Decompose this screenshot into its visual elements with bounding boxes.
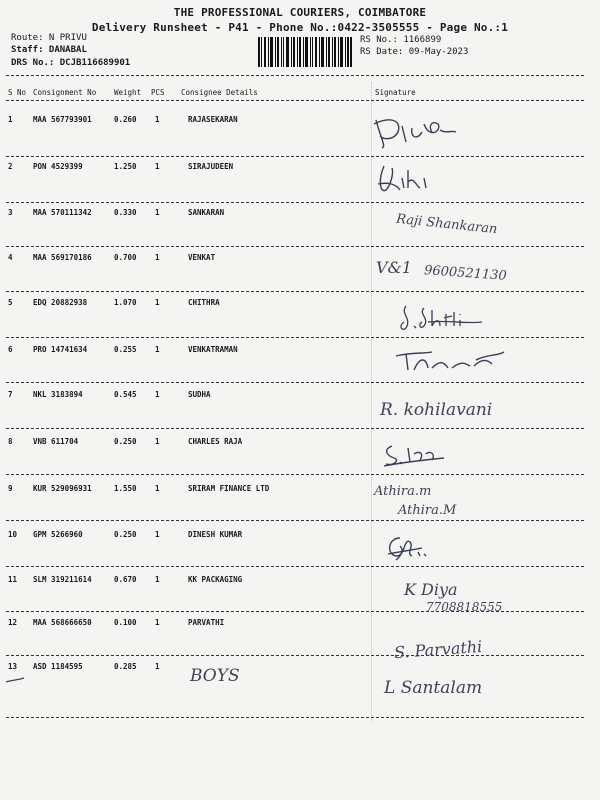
row-consignee: SRIRAM FINANCE LTD (188, 484, 270, 493)
row-consignee: VENKAT (188, 253, 216, 262)
row-consignment: NKL 3183894 (33, 390, 83, 399)
signature-row-4-phone: 9600521130 (423, 263, 508, 284)
row-consignee: DINESH KUMAR (188, 530, 243, 539)
row-pcs: 1 (155, 298, 160, 307)
rs-number: RS No.: 1166899 (360, 35, 442, 45)
signature-row-11a: K Diya (404, 580, 458, 599)
row-consignment: SLM 319211614 (33, 575, 92, 584)
table-row (0, 613, 600, 659)
row-consignment: GPM 5266960 (33, 530, 83, 539)
row-divider (6, 246, 584, 247)
row-consignment: MAA 569170186 (33, 253, 92, 262)
row-sno: 11 (8, 575, 18, 584)
row-sno: 2 (8, 162, 13, 171)
row-weight: 0.285 (114, 662, 137, 671)
signature-row-12: S. Parvathi (393, 636, 483, 663)
row-weight: 0.255 (114, 345, 137, 354)
row-divider (6, 291, 584, 292)
table-row (0, 570, 600, 616)
runsheet-subtitle: Delivery Runsheet - P41 - Phone No.:0422-3505555 - Page No.:1 (91, 21, 509, 34)
signature-row-5 (398, 300, 488, 334)
table-row (0, 432, 600, 478)
row-sno: 12 (8, 618, 18, 627)
signature-row-9a: Athira.m (374, 484, 432, 499)
row-weight: 0.250 (114, 437, 137, 446)
row-consignment: VNB 611704 (33, 437, 79, 446)
signature-row-8 (380, 440, 450, 470)
row-pcs: 1 (155, 437, 160, 446)
row-sno: 6 (8, 345, 13, 354)
drs-number: DRS No.: DCJB116689901 (11, 58, 131, 68)
signature-row-7: R. kohilavani (380, 400, 493, 420)
col-weight-header: Weight (114, 88, 142, 97)
row-pcs: 1 (155, 390, 160, 399)
signature-row-3: Raji Shankaran (395, 211, 499, 238)
row-weight: 1.550 (114, 484, 137, 493)
table-bottom-divider (6, 717, 584, 718)
row-weight: 0.250 (114, 530, 137, 539)
row-sno: 8 (8, 437, 13, 446)
header-divider (6, 75, 584, 76)
table-row (0, 110, 600, 156)
row-pcs: 1 (155, 115, 160, 124)
row-consignee: CHARLES RAJA (188, 437, 243, 446)
row-consignee: KK PACKAGING (188, 575, 243, 584)
row-consignment: PRO 14741634 (33, 345, 88, 354)
signature-row-13: L Santalam (384, 678, 483, 698)
pen-mark (4, 674, 26, 688)
company-title: THE PROFESSIONAL COURIERS, COIMBATORE (173, 6, 427, 19)
row-weight: 0.670 (114, 575, 137, 584)
col-sno-header: S No (8, 88, 27, 97)
row-weight: 0.100 (114, 618, 137, 627)
table-row (0, 203, 600, 249)
row-consignee: SIRAJUDEEN (188, 162, 234, 171)
row-consignment: MAA 568666650 (33, 618, 92, 627)
route-label: Route: N PRIVU (11, 33, 87, 43)
row-weight: 0.260 (114, 115, 137, 124)
row-sno: 5 (8, 298, 13, 307)
row-pcs: 1 (155, 208, 160, 217)
signature-row-9b: Athira.M (398, 503, 457, 518)
row-divider (6, 655, 584, 656)
row-divider (6, 474, 584, 475)
signature-row-1 (372, 112, 462, 152)
row-pcs: 1 (155, 530, 160, 539)
table-row (0, 157, 600, 203)
row-pcs: 1 (155, 345, 160, 354)
row-pcs: 1 (155, 575, 160, 584)
col-consignment-header: Consignment No (33, 88, 97, 97)
barcode (258, 37, 352, 67)
col-consignee-header: Consignee Details (181, 88, 258, 97)
row-pcs: 1 (155, 162, 160, 171)
table-row (0, 293, 600, 339)
col-pcs-header: PCS (151, 88, 165, 97)
row-sno: 1 (8, 115, 13, 124)
handwritten-boys-note: BOYS (190, 666, 240, 686)
row-weight: 0.330 (114, 208, 137, 217)
signature-row-6 (392, 346, 512, 374)
row-consignee: CHITHRA (188, 298, 220, 307)
table-row (0, 479, 600, 525)
row-consignment: MAA 567793901 (33, 115, 92, 124)
rs-date: RS Date: 09-May-2023 (360, 47, 469, 57)
row-consignee: PARVATHI (188, 618, 225, 627)
row-sno: 7 (8, 390, 13, 399)
row-sno: 13 (8, 662, 18, 671)
row-divider (6, 337, 584, 338)
table-row (0, 385, 600, 431)
row-divider (6, 382, 584, 383)
table-row (0, 525, 600, 571)
signature-row-4: V&1 (376, 258, 412, 277)
table-row (0, 657, 600, 703)
row-pcs: 1 (155, 253, 160, 262)
row-consignment: ASD 1184595 (33, 662, 83, 671)
row-consignment: KUR 529096931 (33, 484, 92, 493)
col-signature-header: Signature (375, 88, 416, 97)
row-pcs: 1 (155, 484, 160, 493)
row-divider (6, 566, 584, 567)
row-divider (6, 520, 584, 521)
column-header-divider (6, 100, 584, 101)
row-weight: 1.070 (114, 298, 137, 307)
row-consignee: RAJASEKARAN (188, 115, 238, 124)
row-consignee: SUDHA (188, 390, 211, 399)
row-consignee: SANKARAN (188, 208, 225, 217)
row-sno: 10 (8, 530, 18, 539)
row-consignment: EDQ 20882938 (33, 298, 88, 307)
row-pcs: 1 (155, 662, 160, 671)
row-weight: 0.700 (114, 253, 137, 262)
row-pcs: 1 (155, 618, 160, 627)
row-divider (6, 428, 584, 429)
row-sno: 4 (8, 253, 13, 262)
signature-row-10 (382, 532, 442, 564)
signature-row-2 (374, 160, 434, 198)
row-weight: 1.250 (114, 162, 137, 171)
row-sno: 9 (8, 484, 13, 493)
row-consignment: MAA 570111342 (33, 208, 92, 217)
signature-row-11b: 7708818555 (426, 600, 503, 614)
row-consignee: VENKATRAMAN (188, 345, 238, 354)
row-sno: 3 (8, 208, 13, 217)
row-consignment: PON 4529399 (33, 162, 83, 171)
row-weight: 0.545 (114, 390, 137, 399)
table-row (0, 248, 600, 294)
staff-label: Staff: DANABAL (11, 45, 87, 55)
